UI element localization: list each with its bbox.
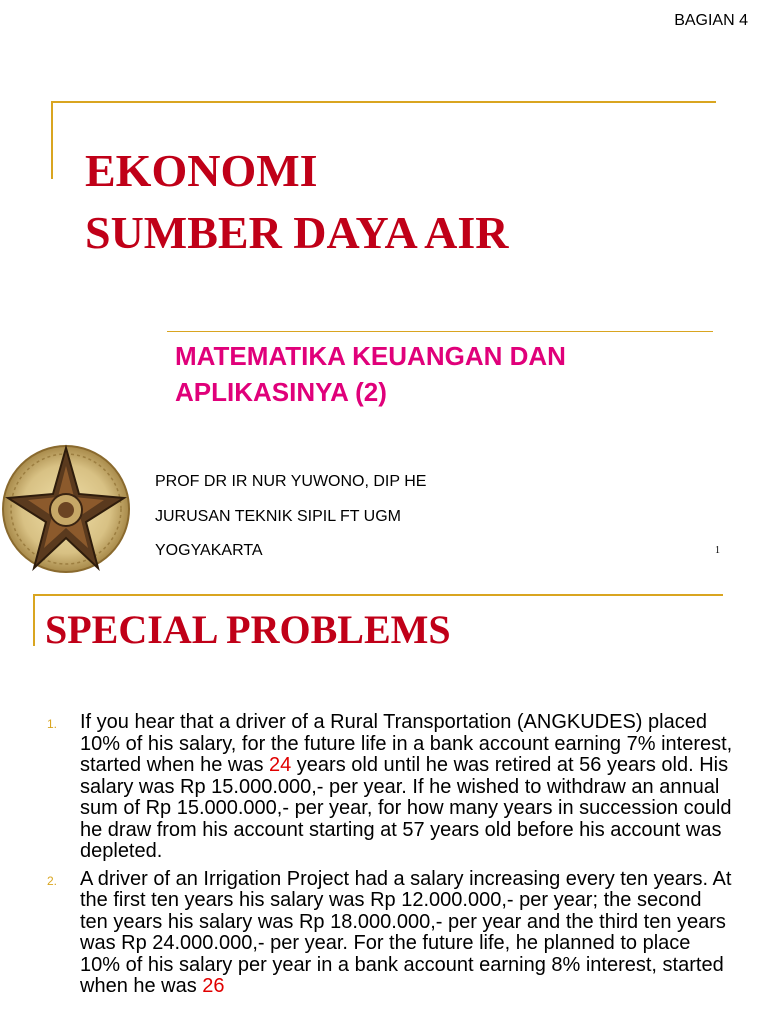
subtitle-line-2: APLIKASINYA (2) <box>175 377 387 407</box>
slide-subtitle <box>175 338 566 410</box>
slide-title: SPECIAL PROBLEMS <box>45 607 451 652</box>
frame-left-line <box>51 101 53 179</box>
list-item-text: years old until he was retired at 56 years old. His salary was Rp 15.000.000,- per year. If he wished to withdraw an annual sum of Rp 15.000.000,- per year, for how many years in succession could he draw from his account starting at 57 years old before his account was depleted. <box>80 754 732 862</box>
list-item-text: A driver of an Irrigation Project had a salary increasing every ten years. At the first ten years his salary was Rp 12.000.000,- per year; the second ten years his salary was Rp 18.000.000,- per year and the third ten years was Rp 24.000.000,- per year. For the future life, he planned to place 10% of his salary per year in a bank account earning 8% interest, started when he was <box>80 867 732 997</box>
title-line-2: SUMBER DAYA AIR <box>85 207 509 258</box>
frame-top-line <box>51 101 716 103</box>
highlighted-age: 26 <box>202 975 225 997</box>
slide-title <box>85 140 509 264</box>
problems-slide <box>0 580 768 1024</box>
university-emblem-icon <box>0 442 132 576</box>
list-item <box>44 712 734 863</box>
list-item-text: If you hear that a driver of a Rural Transportation (ANGKUDES) placed 10% of his salary, for the future life in a bank account earning 7% interest, started when he was <box>80 711 733 776</box>
title-line-1: EKONOMI <box>85 145 318 196</box>
subtitle-line-1: MATEMATIKA KEUANGAN DAN <box>175 341 566 371</box>
list-item <box>44 869 734 998</box>
frame-left-line <box>33 594 35 646</box>
problem-list <box>44 712 734 1004</box>
frame-top-line <box>33 594 723 596</box>
list-item-number: 1. <box>47 717 58 731</box>
author-name: PROF DR IR NUR YUWONO, DIP HE <box>155 473 427 490</box>
list-item-number: 2. <box>47 873 58 888</box>
author-department: JURUSAN TEKNIK SIPIL FT UGM <box>155 507 401 525</box>
subtitle-divider <box>167 331 713 332</box>
highlighted-age: 24 <box>269 754 292 776</box>
section-label: BAGIAN 4 <box>674 12 748 29</box>
author-city: YOGYAKARTA <box>155 542 263 559</box>
page-number: 1 <box>715 545 720 556</box>
author-info <box>155 472 426 576</box>
